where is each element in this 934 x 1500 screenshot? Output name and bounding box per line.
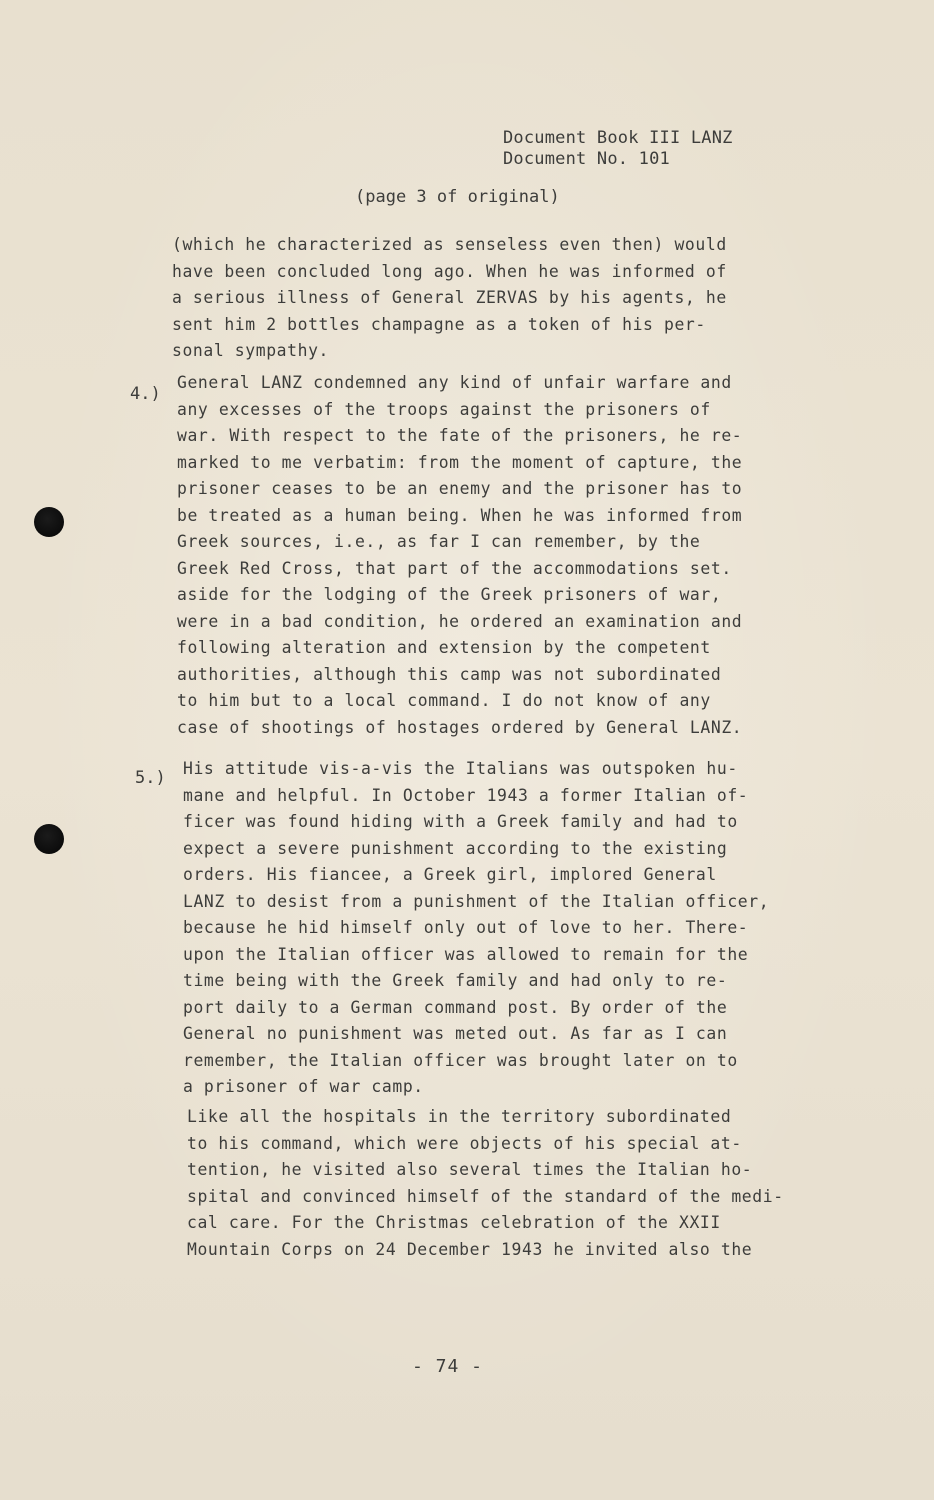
text-line: mane and helpful. In October 1943 a former Italian of-: [183, 785, 749, 805]
paragraph-5: [183, 756, 769, 1101]
text-line: aside for the lodging of the Greek prisoners of war,: [177, 585, 722, 604]
text-line: time being with the Greek family and had only to re-: [183, 971, 728, 990]
text-line: Greek sources, i.e., as far I can remember, by the: [177, 532, 701, 551]
text-line: cal care. For the Christmas celebration of the XXII: [187, 1213, 721, 1232]
text-line: upon the Italian officer was allowed to remain for the: [183, 944, 749, 964]
text-line: because he hid himself only out of love to her. There-: [183, 918, 749, 937]
original-page-note: (page 3 of original): [355, 187, 560, 207]
text-line: sonal sympathy.: [172, 341, 330, 360]
text-line: a serious illness of General ZERVAS by his agents, he: [172, 288, 727, 307]
punch-hole: [34, 507, 64, 537]
text-line: remember, the Italian officer was brought later on to: [183, 1050, 738, 1070]
paragraph-4-number: 4.): [130, 384, 161, 404]
text-line: expect a severe punishment according to the existing: [183, 838, 728, 858]
paragraph-6: [187, 1104, 784, 1263]
text-line: marked to me verbatim: from the moment of capture, the: [177, 452, 743, 472]
text-line: tention, he visited also several times the Italian ho-: [187, 1160, 753, 1179]
text-line: (which he characterized as senseless even then) would: [172, 235, 727, 254]
punch-hole: [34, 824, 64, 854]
text-line: General LANZ condemned any kind of unfair warfare and: [177, 373, 732, 392]
text-line: to him but to a local command. I do not know of any: [177, 691, 711, 710]
text-line: any excesses of the troops against the prisoners of: [177, 399, 711, 419]
text-line: authorities, although this camp was not subordinated: [177, 664, 722, 684]
text-line: case of shootings of hostages ordered by General LANZ.: [177, 717, 743, 737]
page-number: - 74 -: [412, 1356, 484, 1377]
document-reference: [503, 128, 733, 170]
continuation-paragraph: [172, 232, 727, 365]
text-line: Mountain Corps on 24 December 1943 he invited also the: [187, 1239, 753, 1259]
text-line: ficer was found hiding with a Greek family and had to: [183, 812, 738, 831]
text-line: LANZ to desist from a punishment of the Italian officer,: [183, 891, 770, 911]
text-line: port daily to a German command post. By order of the: [183, 997, 728, 1017]
text-line: prisoner ceases to be an enemy and the prisoner has to: [177, 479, 743, 498]
text-line: sent him 2 bottles champagne as a token of his per-: [172, 314, 706, 334]
paragraph-4: [177, 370, 742, 741]
document-book-line: Document Book III LANZ: [503, 128, 733, 148]
text-line: were in a bad condition, he ordered an examination and: [177, 611, 743, 631]
text-line: orders. His fiancee, a Greek girl, implored General: [183, 865, 717, 884]
text-line: following alteration and extension by the competent: [177, 638, 711, 657]
text-line: to his command, which were objects of his special at-: [187, 1133, 742, 1153]
text-line: have been concluded long ago. When he was informed of: [172, 261, 727, 281]
text-line: war. With respect to the fate of the prisoners, he re-: [177, 426, 743, 445]
text-line: General no punishment was meted out. As far as I can: [183, 1024, 728, 1043]
text-line: spital and convinced himself of the standard of the medi-: [187, 1186, 784, 1206]
document-number-line: Document No. 101: [503, 149, 670, 169]
text-line: Greek Red Cross, that part of the accommodations set.: [177, 558, 732, 578]
paragraph-5-number: 5.): [135, 768, 166, 788]
text-line: Like all the hospitals in the territory subordinated: [187, 1107, 732, 1126]
text-line: a prisoner of war camp.: [183, 1077, 424, 1096]
text-line: be treated as a human being. When he was informed from: [177, 505, 743, 525]
text-line: His attitude vis-a-vis the Italians was outspoken hu-: [183, 759, 738, 778]
